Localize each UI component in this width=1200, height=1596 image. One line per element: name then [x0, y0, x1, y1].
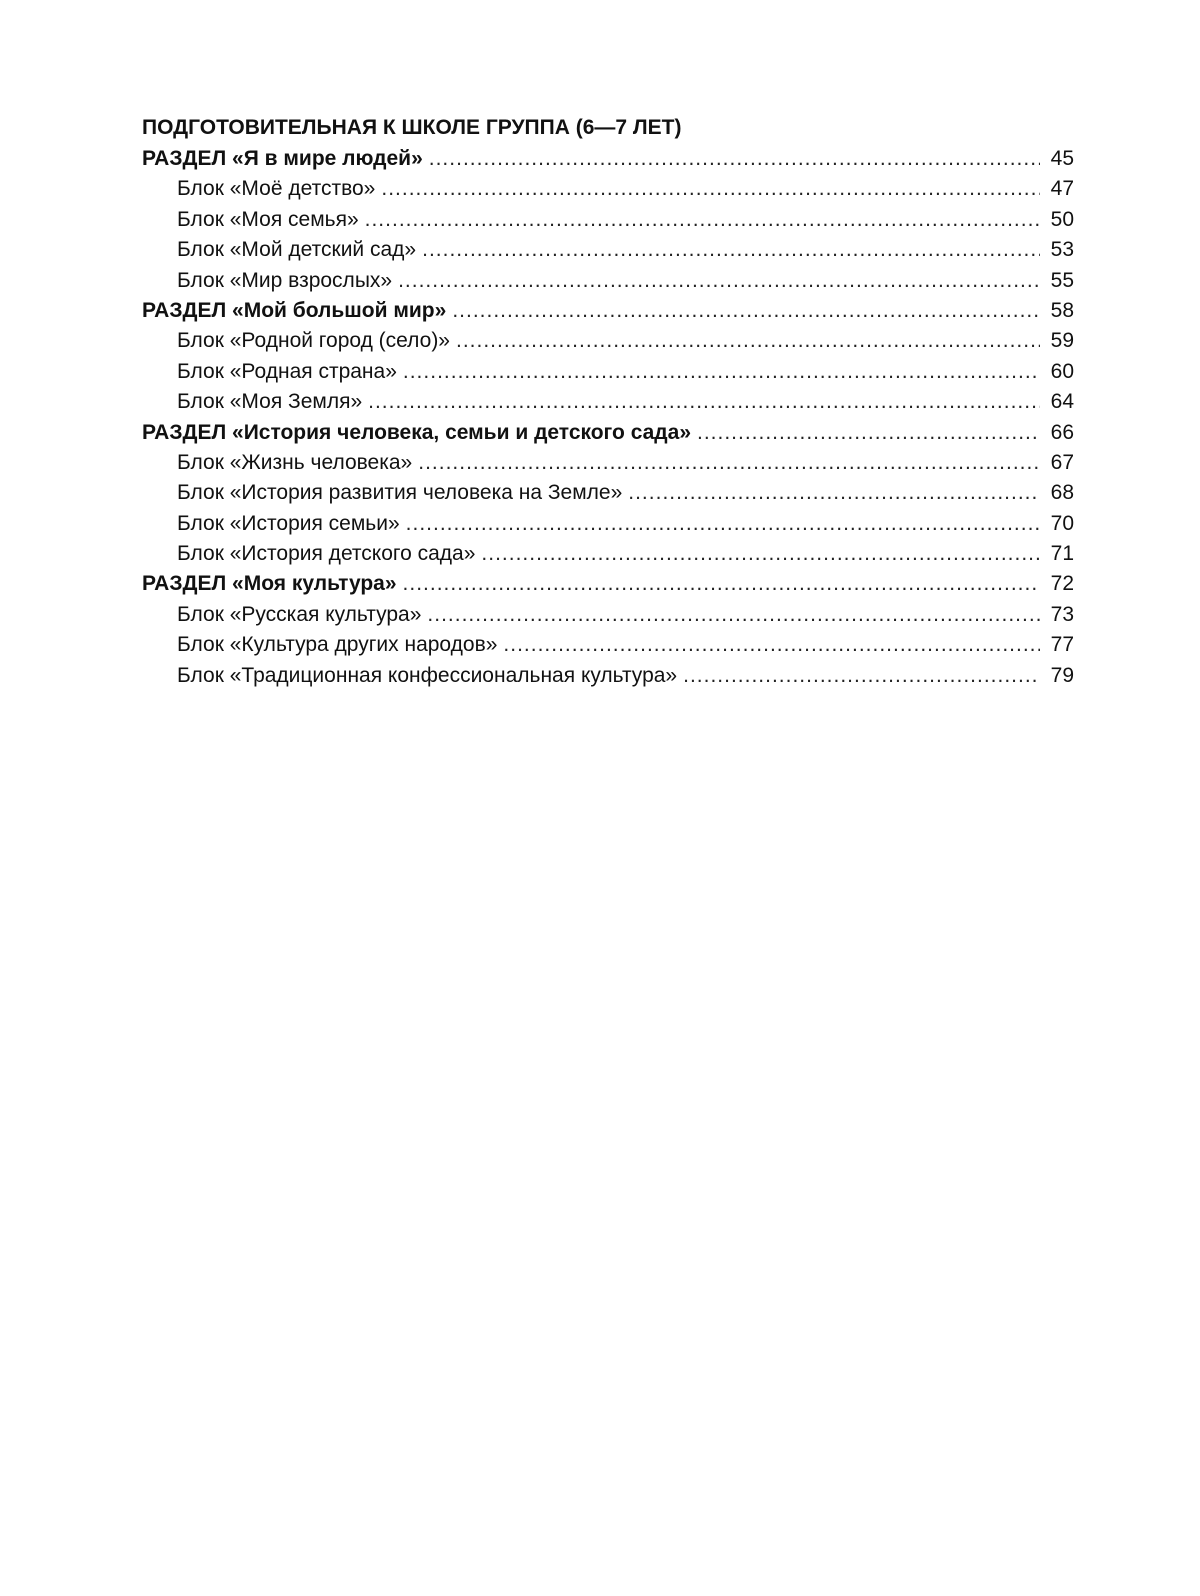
- toc-dot-leader: [365, 205, 1040, 235]
- toc-entry-title: Блок «Моя Земля»: [177, 390, 363, 414]
- toc-dot-leader: [427, 600, 1040, 630]
- toc-entry-page-number: 64: [1050, 390, 1074, 414]
- toc-section-entry: [142, 569, 1074, 599]
- toc-block-entry: [142, 174, 1074, 204]
- toc-block-entry: [142, 326, 1074, 356]
- toc-block-entry: [142, 205, 1074, 235]
- toc-block-entry: [142, 387, 1074, 417]
- toc-entry-page-number: 59: [1050, 329, 1074, 353]
- toc-entry-page-number: 66: [1050, 420, 1074, 444]
- toc-entry-page-number: 71: [1050, 542, 1074, 566]
- toc-dot-leader: [368, 387, 1040, 417]
- toc-list: [142, 144, 1074, 691]
- toc-entry-page-number: 47: [1050, 177, 1074, 201]
- toc-block-entry: [142, 448, 1074, 478]
- toc-dot-leader: [403, 569, 1040, 599]
- toc-entry-title: Блок «Моя семья»: [177, 207, 359, 231]
- toc-dot-leader: [429, 144, 1040, 174]
- toc-entry-page-number: 45: [1050, 147, 1074, 170]
- toc-dot-leader: [398, 266, 1040, 296]
- toc-entry-page-number: 73: [1050, 602, 1074, 626]
- toc-dot-leader: [403, 357, 1040, 387]
- toc-heading: ПОДГОТОВИТЕЛЬНАЯ К ШКОЛЕ ГРУППА (6—7 ЛЕТ): [142, 116, 682, 139]
- table-of-contents: [142, 112, 1074, 691]
- toc-block-entry: [142, 478, 1074, 508]
- toc-entry-page-number: 55: [1050, 268, 1074, 292]
- toc-section-entry: [142, 418, 1074, 448]
- toc-entry-title: Блок «История развития человека на Земле»: [177, 481, 623, 505]
- toc-entry-title: Блок «Традиционная конфессиональная культура»: [177, 663, 678, 687]
- toc-entry-title: РАЗДЕЛ «Мой большой мир»: [142, 298, 447, 322]
- toc-dot-leader: [452, 296, 1040, 326]
- toc-entry-title: Блок «Русская культура»: [177, 602, 422, 626]
- toc-block-entry: [142, 630, 1074, 660]
- toc-dot-leader: [481, 539, 1040, 569]
- toc-dot-leader: [697, 418, 1040, 448]
- toc-entry-title: Блок «Родной город (село)»: [177, 329, 450, 353]
- toc-dot-leader: [406, 509, 1040, 539]
- toc-entry-title: Блок «Моё детство»: [177, 177, 376, 201]
- toc-dot-leader: [456, 326, 1040, 356]
- toc-entry-page-number: 67: [1050, 450, 1074, 474]
- toc-dot-leader: [418, 448, 1040, 478]
- toc-entry-title: Блок «История детского сада»: [177, 542, 476, 566]
- toc-entry-page-number: 60: [1050, 359, 1074, 383]
- toc-entry-page-number: 53: [1050, 238, 1074, 262]
- toc-entry-title: РАЗДЕЛ «Моя культура»: [142, 572, 397, 596]
- toc-dot-leader: [628, 478, 1040, 508]
- toc-entry-title: Блок «Мир взрослых»: [177, 268, 393, 292]
- toc-dot-leader: [381, 174, 1040, 204]
- toc-entry-page-number: 70: [1050, 511, 1074, 535]
- toc-section-entry: [142, 144, 1074, 174]
- toc-block-entry: [142, 266, 1074, 296]
- toc-block-entry: [142, 357, 1074, 387]
- toc-block-entry: [142, 600, 1074, 630]
- toc-dot-leader: [503, 630, 1040, 660]
- toc-entry-title: Блок «История семьи»: [177, 511, 400, 535]
- toc-dot-leader: [422, 235, 1040, 265]
- toc-entry-title: РАЗДЕЛ «История человека, семьи и детского сада»: [142, 420, 691, 444]
- toc-dot-leader: [683, 661, 1040, 691]
- toc-block-entry: [142, 235, 1074, 265]
- toc-entry-title: Блок «Родная страна»: [177, 359, 397, 383]
- toc-entry-page-number: 58: [1050, 298, 1074, 322]
- toc-section-entry: [142, 296, 1074, 326]
- toc-entry-page-number: 77: [1050, 633, 1074, 657]
- toc-block-entry: [142, 539, 1074, 569]
- toc-entry-page-number: 68: [1050, 481, 1074, 505]
- toc-entry-title: РАЗДЕЛ «Я в мире людей»: [142, 147, 423, 170]
- toc-block-entry: [142, 509, 1074, 539]
- toc-entry-page-number: 79: [1050, 663, 1074, 687]
- toc-entry-title: Блок «Жизнь человека»: [177, 450, 413, 474]
- toc-entry-page-number: 50: [1050, 207, 1074, 231]
- toc-entry-title: Блок «Мой детский сад»: [177, 238, 417, 262]
- toc-entry-title: Блок «Культура других народов»: [177, 633, 498, 657]
- toc-block-entry: [142, 661, 1074, 691]
- toc-entry-page-number: 72: [1050, 572, 1074, 596]
